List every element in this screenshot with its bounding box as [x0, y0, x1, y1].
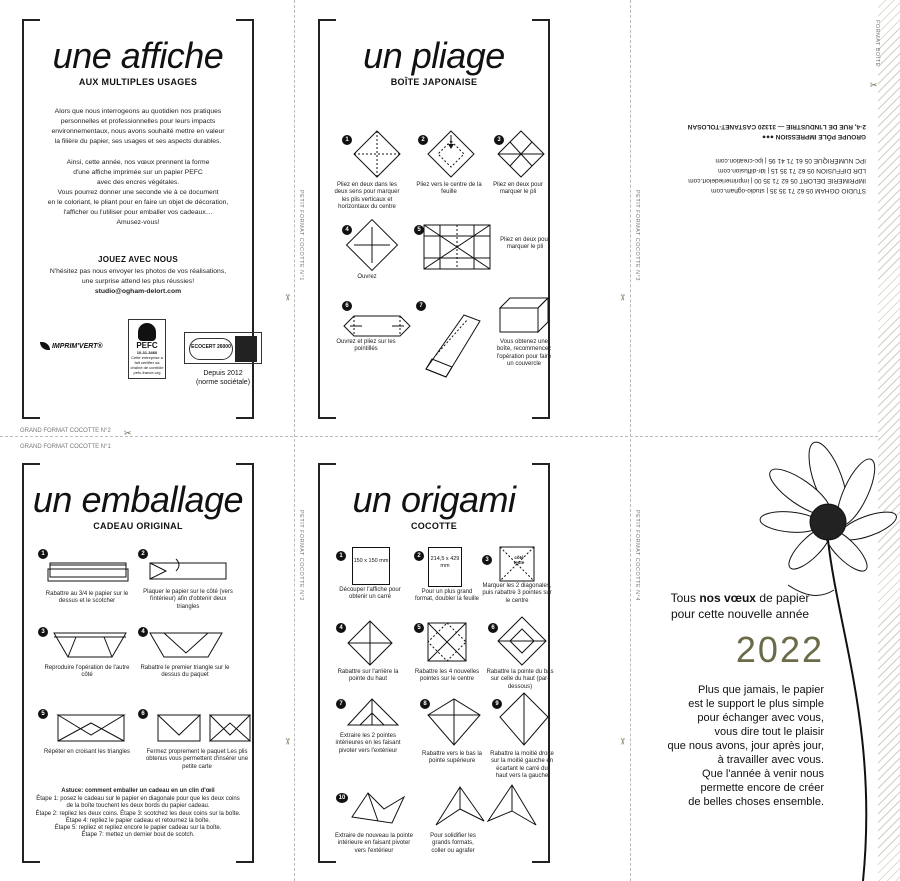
pliage-subtitle: BOÎTE JAPONAISE — [390, 77, 478, 87]
step-number: 5 — [414, 623, 424, 633]
step-caption: Découper l'affiche pour obtenir un carré — [339, 587, 401, 601]
step-caption: Pliez en deux pour marquer le pli — [493, 182, 543, 196]
hatched-margin — [878, 0, 900, 881]
fold-label-pf4: PETIT FORMAT COCOTTE N°4 — [634, 510, 640, 601]
since-label: Depuis 2012 (norme sociétale) — [195, 370, 251, 386]
size-box-b: 214,5 x 429 mm — [428, 547, 462, 587]
contact-ldr: LDR DIFFUSION 05 62 71 35 15 | ldr-diffusion.com — [718, 167, 866, 174]
step-caption: Répéter en croisant les triangles — [43, 749, 131, 755]
ecocert-logo: ECOCERT 26000 — [184, 332, 262, 364]
step-caption: Reproduire l'opération de l'autre côté — [44, 665, 130, 679]
scissors-icon: ✂ — [617, 737, 628, 746]
fold-label-pf2: PETIT FORMAT COCOTTE N°2 — [298, 510, 304, 601]
fold-label-format: FORMAT BOÎTE — [874, 20, 880, 67]
emballage-title: un emballage — [32, 479, 244, 520]
wrap-diagram — [146, 555, 230, 585]
step-number: 5 — [414, 225, 424, 235]
fold-diagram — [496, 615, 548, 667]
step-number: 3 — [482, 555, 492, 565]
pefc-logo: PEFC 10-31-3460 Cette entreprise a fait certifier sa chaîne de contrôle pefc-france.org — [128, 319, 166, 379]
fold-diagram — [344, 617, 396, 667]
step-caption: Rabattre au 3/4 le papier sur le dessus et le scotcher — [45, 591, 129, 605]
step-number: 3 — [38, 627, 48, 637]
fold-line-vertical-2 — [630, 0, 631, 881]
step-number: 1 — [342, 135, 352, 145]
step-caption: Rabattre le premier triangle sur le dessus du paquet — [140, 665, 230, 679]
fold-label-gf2: GRAND FORMAT COCOTTE N°2 — [20, 428, 111, 434]
step-caption: Pour solidifier les grands formats, coller ou agrafer — [430, 833, 476, 854]
fold-diagram — [416, 309, 486, 381]
fold-diagram — [342, 311, 412, 341]
step-number: 7 — [336, 699, 346, 709]
step-number: 1 — [336, 551, 346, 561]
scissors-icon: ✂ — [870, 80, 878, 90]
affiche-subtitle: AUX MULTIPLES USAGES — [78, 77, 198, 87]
affiche-cta-title: JOUEZ AVEC NOUS — [97, 255, 179, 264]
affiche-paragraph-1: Alors que nous interrogeons au quotidien nos pratiques personnelles et professionnelles pour leurs impacts environnementaux, nous avons souhaité mettre en valeur la filière du papier, ses usages et ses aspects durables. — [51, 108, 225, 145]
step-caption: Rabattre les 4 nouvelles pointes sur le centre — [414, 669, 480, 683]
step-number: 3 — [494, 135, 504, 145]
emballage-subtitle: CADEAU ORIGINAL — [93, 521, 183, 531]
step-number: 2 — [418, 135, 428, 145]
step-caption: Rabattre la pointe du bas sur celle du haut (par-dessous) — [486, 669, 554, 690]
tip-title: Astuce: comment emballer un cadeau en un clin d'œil — [61, 788, 215, 794]
step-caption: Rabattre la moitié droite sur la moitié gauche en écartant le carré du haut vers la gauche — [490, 751, 554, 779]
affiche-email[interactable]: studio@ogham-delort.com — [94, 288, 182, 295]
step-number: 5 — [38, 709, 48, 719]
step-caption: Pour un plus grand format, doubler la feuille — [414, 589, 480, 603]
fold-label-pf3: PETIT FORMAT COCOTTE N°3 — [634, 190, 640, 281]
panel-pliage — [318, 19, 550, 419]
step-caption: Marquer les 2 diagonales, puis rabattre 3 pointes sur le centre — [482, 583, 552, 604]
fold-diagram — [426, 129, 476, 179]
contact-delort: IMPRIMERIE DELORT 05 62 71 35 00 | imprimeriedelort.com — [688, 177, 866, 184]
affiche-paragraph-2: Ainsi, cette année, nos vœux prennent la forme d'une affiche imprimée sur un papier PEFC avec des encres végétales. Vous pourrez donner une seconde vie à ce document en le coloriant, le pliant pour en faire un objet de décoration, l'afficher ou l'utiliser pour emballer vos cadeaux… Amusez-vous! — [47, 159, 229, 226]
step-caption: Ouvrez et pliez sur les pointillés — [336, 339, 396, 353]
social-icons: ●●● — [762, 133, 774, 140]
scissors-icon: ✂ — [282, 737, 293, 746]
cote-texte-label: côté texte — [513, 555, 525, 565]
step-number: 2 — [138, 549, 148, 559]
step-number: 4 — [138, 627, 148, 637]
contact-group: GROUPE PÔLE IMPRESSION — [775, 133, 866, 140]
step-number: 6 — [138, 709, 148, 719]
size-box-a: 150 x 150 mm — [352, 547, 390, 585]
step-number: 10 — [336, 793, 348, 803]
contact-ipc: IPC NUMÉRIQUE 05 61 71 41 95 | ipc-creation.com — [715, 157, 866, 164]
contact-address: 2-4, RUE DE L'INDUSTRIE — 31320 CASTANET-TOLOSAN — [687, 123, 866, 130]
step-caption: Pliez en deux pour marquer le pli — [500, 237, 550, 251]
fold-diagram — [352, 129, 402, 179]
fold-label-gf1: GRAND FORMAT COCOTTE N°1 — [20, 444, 111, 450]
step-caption: Plaquer le papier sur le côté (vers l'intérieur) afin d'obtenir deux triangles — [143, 589, 233, 610]
contact-ogham: STUDIO OGHAM 05 62 71 35 35 | studio-ogham.com — [711, 187, 866, 194]
step-number: 2 — [414, 551, 424, 561]
scissors-icon: ✂ — [617, 293, 628, 302]
step-number: 9 — [492, 699, 502, 709]
step-caption: Rabattre vers le bas la pointe supérieure — [421, 751, 483, 765]
voeux-message: Plus que jamais, le papier est le support le plus simple pour échanger avec vous, vous dire tout le plaisir que nous avons, jour après jour, à travailler avec vous. Que l'année à venir nous permette encore de créer de belles choses ensemble. — [667, 684, 824, 808]
panel-origami — [318, 463, 554, 863]
step-caption: Ouvrez — [357, 274, 377, 280]
panel-affiche — [22, 19, 254, 419]
fold-diagram — [348, 221, 396, 269]
fold-diagram — [424, 619, 470, 665]
step-number: 7 — [416, 301, 426, 311]
tip-list: Étape 1: posez le cadeau sur le papier en diagonale pour que les deux coins de la boîte touchent les deux bords du papier cadeau. Étape 2: repliez les deux coins. Étape 3: scotchez les deux coins sur la boîte. Étape 4: repliez le papier cadeau et retournez la boîte. Étape 5: repliez et repliez encore le papier cadeau sur la boîte. Étape 7: mettez un dernier bout de scotch. — [35, 796, 241, 839]
cocotte-diagram — [430, 781, 540, 833]
pliage-title: un pliage — [363, 35, 505, 76]
step-caption: Vous obtenez une boîte, recommencez l'opération pour faire un couvercle — [496, 339, 552, 367]
step-caption: Pliez en deux dans les deux sens pour marquer les plis verticaux et horizontaux du centre — [334, 182, 400, 210]
step-caption: Fermez proprement le paquet Les plis obtenus vous permettent d'insérer une petite carte — [145, 749, 249, 770]
contacts-block — [646, 80, 866, 195]
step-number: 4 — [342, 225, 352, 235]
fold-line-vertical-1 — [294, 0, 295, 881]
fold-diagram — [498, 689, 550, 749]
fold-diagram — [346, 695, 400, 731]
step-number: 1 — [38, 549, 48, 559]
fold-diagram — [424, 695, 484, 749]
step-number: 6 — [342, 301, 352, 311]
fold-diagram — [496, 129, 546, 179]
fold-diagram — [422, 223, 492, 271]
wrap-diagram — [56, 711, 126, 743]
fold-diagram — [348, 787, 408, 827]
affiche-title: une affiche — [52, 35, 224, 76]
step-number: 8 — [420, 699, 430, 709]
scissors-icon: ✂ — [124, 428, 132, 438]
fold-label-pf1: PETIT FORMAT COCOTTE N°1 — [298, 190, 304, 281]
step-number: 4 — [336, 623, 346, 633]
wrap-diagram — [46, 555, 130, 585]
voeux-year: 2022 — [735, 629, 824, 670]
affiche-cta: N'hésitez pas nous envoyer les photos de vos réalisations, une surprise attend les plus réussies! studio@ogham-delort.com — [38, 267, 238, 297]
origami-subtitle: COCOTTE — [410, 521, 458, 531]
step-caption: Extraire de nouveau la pointe intérieure en faisant pivoter vers l'extérieur — [334, 833, 414, 854]
step-number: 6 — [488, 623, 498, 633]
step-caption: Pliez vers le centre de la feuille — [416, 182, 482, 196]
wrap-diagram — [148, 631, 224, 659]
origami-title: un origami — [352, 479, 516, 520]
box-diagram — [496, 294, 552, 336]
wrap-diagram — [52, 631, 128, 659]
panel-emballage — [22, 463, 254, 863]
step-caption: Rabattre sur l'arrière la pointe du haut — [337, 669, 399, 683]
step-caption: Extraire les 2 pointes intérieures en les faisant pivoter vers l'extérieur — [335, 733, 401, 754]
imprimvert-logo: IMPRIM'VERT® — [40, 342, 103, 350]
scissors-icon: ✂ — [282, 293, 293, 302]
wrap-diagram — [156, 711, 252, 743]
voeux-headline: Tous nos vœux de papier pour cette nouvelle année — [670, 591, 810, 621]
